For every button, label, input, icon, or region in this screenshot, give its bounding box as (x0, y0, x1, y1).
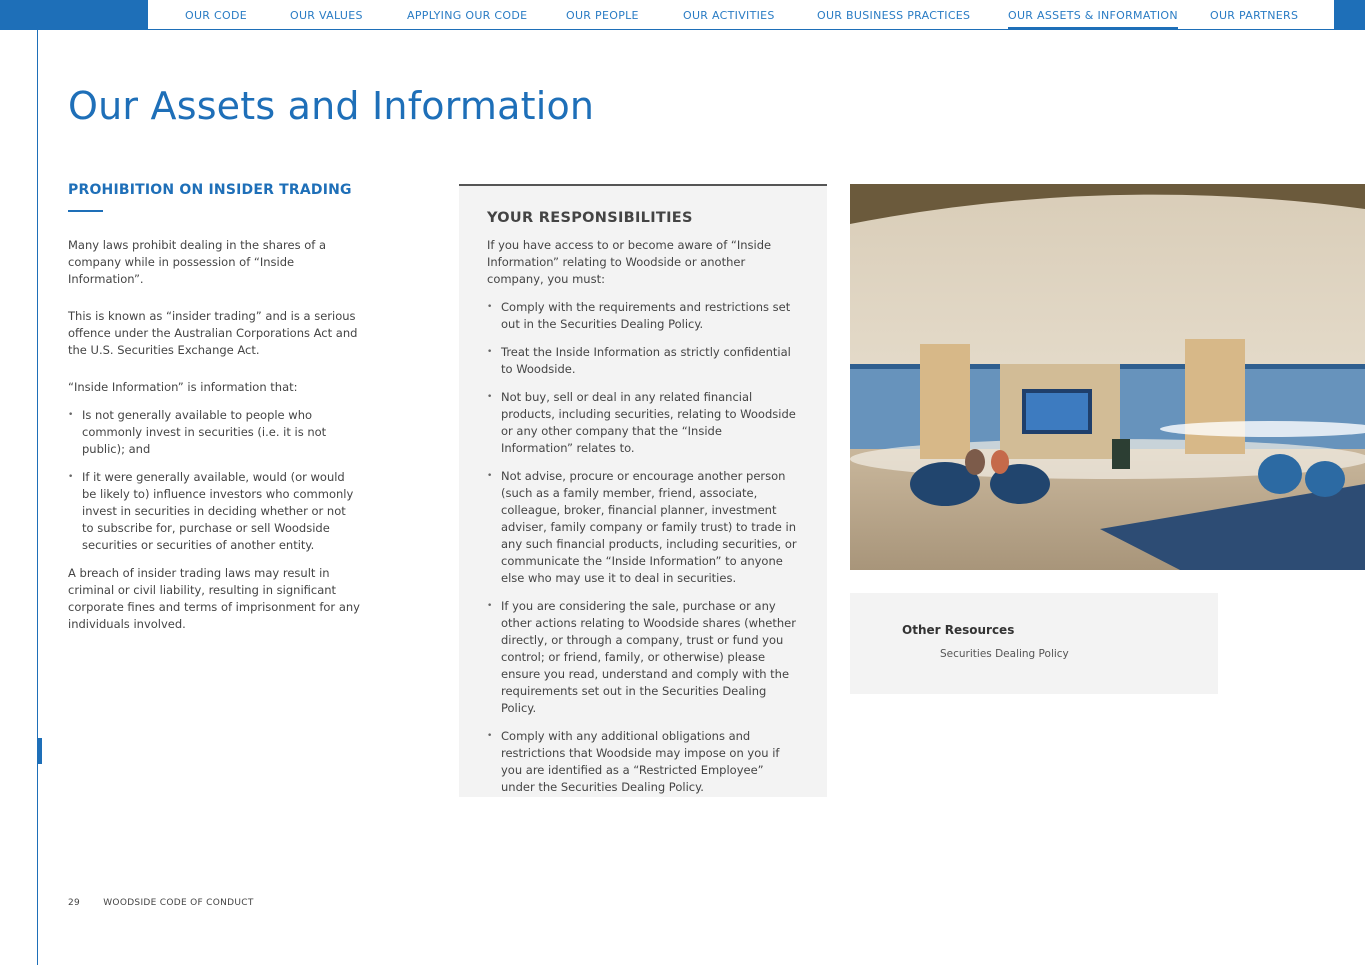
other-resources-panel (850, 593, 1218, 694)
list-item: • Not advise, procure or encourage another person (such as a family member, friend, associate, colleague, broker, financial planner, investment adviser, family company or family trust) to trade in any such financial products, including securities, or communicate the “Inside Information” to anyone else who may use it to deal in securities. (487, 468, 797, 587)
list-item: • Treat the Inside Information as strictly confidential to Woodside. (487, 344, 797, 378)
paragraph: This is known as “insider trading” and is a serious offence under the Australian Corporations Act and the U.S. Securities Exchange Act. (68, 309, 358, 357)
responsibilities-panel (459, 184, 827, 797)
left-margin-rule (37, 30, 38, 965)
page-position-marker (37, 738, 42, 764)
office-lobby-illustration (850, 184, 1365, 570)
securities-dealing-policy-link[interactable]: Securities Dealing Policy (940, 648, 1069, 660)
nav-our-partners[interactable]: OUR PARTNERS (1210, 9, 1299, 22)
responsibilities-list (487, 299, 797, 796)
list-item: • Not buy, sell or deal in any related financial products, including securities, relating to Woodside or any other company that the “Inside Information” relates to. (487, 389, 797, 457)
top-navigation (148, 0, 1334, 30)
nav-our-people[interactable]: OUR PEOPLE (566, 9, 639, 22)
office-lobby-photo (850, 184, 1365, 570)
page-number: 29 (68, 898, 81, 908)
page-footer (68, 898, 254, 908)
section-heading: PROHIBITION ON INSIDER TRADING (68, 182, 352, 198)
list-item: • Comply with the requirements and restrictions set out in the Securities Dealing Policy. (487, 299, 797, 333)
inside-information-list (68, 407, 360, 554)
heading-underline (68, 210, 103, 212)
nav-our-activities[interactable]: OUR ACTIVITIES (683, 9, 775, 22)
paragraph: A breach of insider trading laws may result in criminal or civil liability, resulting in significant corporate fines and terms of imprisonment for any individuals involved. (68, 566, 360, 631)
document-title: WOODSIDE CODE OF CONDUCT (103, 898, 254, 908)
header-blue-tab-right (1334, 0, 1365, 30)
nav-our-business-practices[interactable]: OUR BUSINESS PRACTICES (817, 9, 971, 22)
nav-applying-our-code[interactable]: APPLYING OUR CODE (407, 9, 528, 22)
nav-our-assets-information[interactable]: OUR ASSETS & INFORMATION (1008, 9, 1178, 22)
responsibilities-intro: If you have access to or become aware of “Inside Information” relating to Woodside or another company, you must: (487, 238, 772, 286)
page-title: Our Assets and Information (68, 84, 595, 128)
list-item: • If it were generally available, would (or would be likely to) influence investors who commonly invest in securities in deciding whether or not to subscribe for, purchase or sell Woodside securities or securities of another entity. (68, 469, 360, 554)
insider-trading-text (68, 237, 360, 653)
list-item: • If you are considering the sale, purchase or any other actions relating to Woodside shares (whether directly, or through a company, trust or fund you control; or friend, family, or otherwise) please ensure you read, understand and comply with the requirements set out in the Securities Dealing Policy. (487, 598, 797, 717)
list-item: • Is not generally available to people who commonly invest in securities (i.e. it is not public); and (68, 407, 360, 458)
paragraph: “Inside Information” is information that: (68, 380, 298, 394)
nav-our-values[interactable]: OUR VALUES (290, 9, 363, 22)
other-resources-title: Other Resources (902, 623, 1015, 637)
paragraph: Many laws prohibit dealing in the shares of a company while in possession of “Inside Information”. (68, 238, 327, 286)
responsibilities-heading: YOUR RESPONSIBILITIES (487, 210, 693, 226)
nav-our-code[interactable]: OUR CODE (185, 9, 248, 22)
header-blue-tab-left (0, 0, 148, 30)
list-item: • Comply with any additional obligations and restrictions that Woodside may impose on you if you are identified as a “Restricted Employee” under the Securities Dealing Policy. (487, 728, 797, 796)
